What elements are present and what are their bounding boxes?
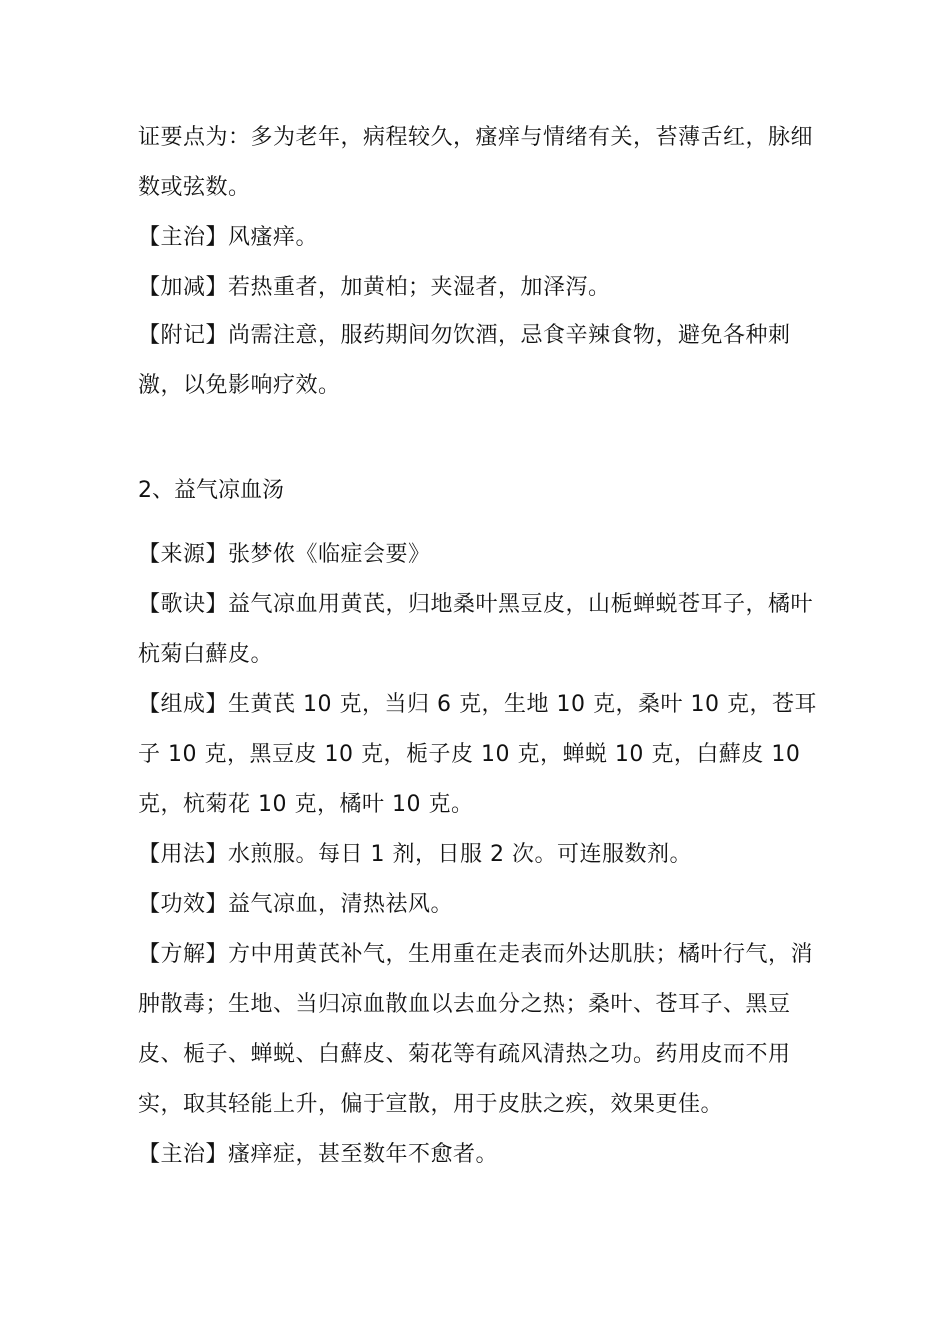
section2-gongxiao — [138, 880, 828, 930]
laiyuan-text: 张梦侬《临症会要》 — [228, 542, 431, 567]
zucheng-label: 【组成】 — [138, 692, 229, 717]
zhuzhi-text: 风瘙痒。 — [228, 225, 319, 250]
zhuzhi-label: 【主治】 — [138, 225, 229, 250]
intro-text: 证要点为：多为老年，病程较久，瘙痒与情绪有关，苔薄舌红，脉细数或弦数。 — [138, 125, 814, 200]
gejue-label: 【歌诀】 — [138, 592, 229, 617]
section2-zucheng — [138, 680, 828, 830]
section2-heading: 2、益气凉血汤 — [138, 478, 284, 503]
zhuzhi2-text: 瘙痒症，甚至数年不愈者。 — [228, 1142, 499, 1167]
gongxiao-label: 【功效】 — [138, 892, 229, 917]
fangjie-label: 【方解】 — [138, 942, 229, 967]
yongfa-label: 【用法】 — [138, 842, 229, 867]
section2-zhuzhi — [138, 1130, 828, 1180]
jiajian-text: 若热重者，加黄柏；夹湿者，加泽泻。 — [228, 275, 611, 300]
zucheng-text: 生黄芪 10 克，当归 6 克，生地 10 克，桑叶 10 克，苍耳子 10 克，黑豆皮 10 克，栀子皮 10 克，蝉蜕 10 克，白蘚皮 10 克，杭菊花 10 克，橘叶 10 克。 — [138, 692, 817, 817]
section1-zhuzhi — [138, 213, 828, 263]
section2-gejue — [138, 580, 828, 680]
section2-fangjie — [138, 930, 828, 1130]
gongxiao-text: 益气凉血，清热祛风。 — [228, 892, 454, 917]
jiajian-label: 【加减】 — [138, 275, 229, 300]
zhuzhi2-label: 【主治】 — [138, 1142, 229, 1167]
gejue-text: 益气凉血用黄芪，归地桑叶黑豆皮，山栀蝉蜕苍耳子，橘叶杭菊白蘚皮。 — [138, 592, 814, 667]
laiyuan-label: 【来源】 — [138, 542, 229, 567]
section1-jiajian — [138, 263, 828, 313]
yongfa-text: 水煎服。每日 1 剂，日服 2 次。可连服数剂。 — [228, 842, 692, 867]
fuji-text: 尚需注意，服药期间勿饮酒，忌食辛辣食物，避免各种刺激，以免影响疗效。 — [138, 323, 791, 398]
section1-fuji — [138, 311, 828, 411]
intro-paragraph — [138, 113, 828, 213]
section2-yongfa — [138, 830, 828, 880]
fuji-label: 【附记】 — [138, 323, 229, 348]
fangjie-text: 方中用黄芪补气，生用重在走表而外达肌肤；橘叶行气，消肿散毒；生地、当归凉血散血以去血分之热；桑叶、苍耳子、黑豆皮、栀子、蝉蜕、白蘚皮、菊花等有疏风清热之功。药用皮而不用实，取其轻能上升，偏于宣散，用于皮肤之疾，效果更佳。 — [138, 942, 814, 1117]
section2-laiyuan — [138, 530, 828, 580]
